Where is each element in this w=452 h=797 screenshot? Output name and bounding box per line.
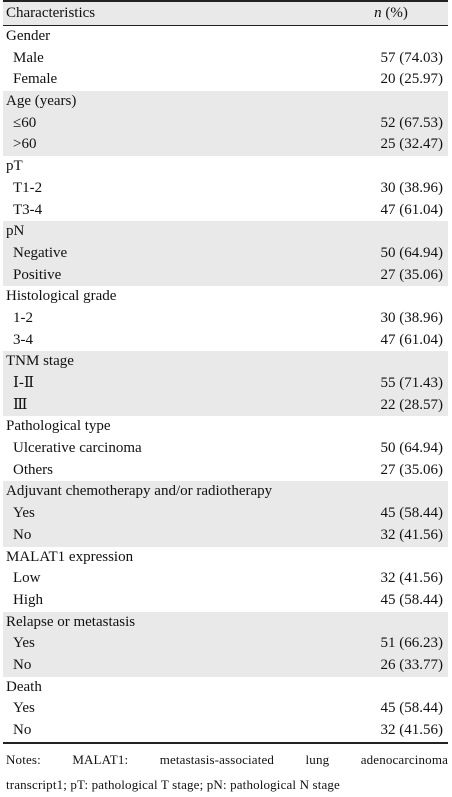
row-value: 47 (61.04) <box>380 331 443 348</box>
row-label: Positive <box>13 266 62 283</box>
row-value: 32 (41.56) <box>380 722 443 738</box>
header-characteristics: Characteristics <box>6 5 96 21</box>
table-row <box>3 265 448 287</box>
table-row <box>3 568 448 590</box>
notes-line-1: Notes: MALAT1: metastasis-associated lung adenocarcinoma <box>6 751 448 767</box>
group-heading-label: Gender <box>6 28 51 44</box>
table-row <box>3 525 448 547</box>
table-row <box>3 48 448 70</box>
group-heading-label: Relapse or metastasis <box>6 613 136 630</box>
table-row <box>3 590 448 612</box>
table-row <box>3 503 448 525</box>
row-value: 27 (35.06) <box>380 266 443 283</box>
row-value: 27 (35.06) <box>380 461 443 478</box>
row-value: 52 (67.53) <box>380 114 443 131</box>
row-label: Female <box>13 71 58 88</box>
row-value: 45 (58.44) <box>380 700 443 717</box>
row-label: Yes <box>13 635 35 652</box>
row-label: >60 <box>13 136 37 153</box>
table-row <box>3 330 448 352</box>
row-label: Low <box>13 570 41 587</box>
group-heading-row <box>3 91 448 113</box>
table-row <box>3 308 448 330</box>
group-heading-row <box>3 677 448 699</box>
row-value: 50 (64.94) <box>380 244 443 261</box>
row-value: 55 (71.43) <box>380 375 443 391</box>
row-value: 51 (66.23) <box>380 635 443 652</box>
row-label: Ⅰ-Ⅱ <box>13 375 35 391</box>
group-heading-label: pT <box>6 158 23 175</box>
header-percent: (%) <box>381 5 408 21</box>
table-row <box>3 200 448 222</box>
group-heading-label: Pathological type <box>6 418 111 435</box>
row-label: T1-2 <box>13 179 43 196</box>
row-value: 50 (64.94) <box>380 440 443 457</box>
table-row <box>3 243 448 265</box>
group-heading-label: TNM stage <box>6 353 74 370</box>
row-label: No <box>13 722 32 738</box>
table-row <box>3 134 448 156</box>
row-label: 1-2 <box>13 309 33 326</box>
row-value: 57 (74.03) <box>380 49 443 66</box>
table-body <box>3 26 448 742</box>
row-value: 30 (38.96) <box>380 309 443 326</box>
row-value: 30 (38.96) <box>380 179 443 196</box>
group-heading-row <box>3 547 448 569</box>
row-label: High <box>13 591 43 608</box>
notes-line-2: transcript1; pT: pathological T stage; pN: pathological N stage <box>6 776 340 792</box>
table-row <box>3 395 448 417</box>
row-value: 47 (61.04) <box>380 201 443 218</box>
table-row <box>3 69 448 91</box>
table-row <box>3 460 448 482</box>
row-label: T3-4 <box>13 201 43 218</box>
row-label: No <box>13 526 32 543</box>
row-value: 45 (58.44) <box>380 505 443 522</box>
table-row <box>3 633 448 655</box>
row-label: No <box>13 656 32 673</box>
row-value: 45 (58.44) <box>380 591 443 608</box>
row-value: 32 (41.56) <box>380 526 443 543</box>
row-label: Male <box>13 49 44 66</box>
group-heading-row <box>3 351 448 373</box>
table-row <box>3 655 448 677</box>
row-label: Ⅲ <box>13 396 28 413</box>
row-label: Yes <box>13 505 35 522</box>
group-heading-label: pN <box>6 223 25 240</box>
header-n-percent <box>346 2 448 25</box>
group-heading-row <box>3 156 448 178</box>
group-heading-label: Death <box>6 678 42 695</box>
table-row <box>3 113 448 135</box>
table-row <box>3 373 448 395</box>
table-header-row <box>3 2 448 25</box>
group-heading-row <box>3 612 448 634</box>
row-label: 3-4 <box>13 331 33 348</box>
group-heading-row <box>3 221 448 243</box>
row-label: Yes <box>13 700 35 717</box>
group-heading-label: Histological grade <box>6 288 117 305</box>
row-value: 25 (32.47) <box>380 136 443 153</box>
row-value: 22 (28.57) <box>380 396 443 413</box>
group-heading-label: Age (years) <box>6 93 77 110</box>
table-row <box>3 438 448 460</box>
group-heading-row <box>3 286 448 308</box>
row-label: Negative <box>13 244 68 261</box>
row-value: 26 (33.77) <box>380 656 443 673</box>
group-heading-row <box>3 481 448 503</box>
table-row <box>3 698 448 720</box>
row-label: Ulcerative carcinoma <box>13 440 142 457</box>
header-n: n <box>374 5 382 21</box>
table-notes <box>3 744 448 797</box>
group-heading-row <box>3 416 448 438</box>
row-label: Others <box>13 461 53 478</box>
group-heading-label: MALAT1 expression <box>6 548 134 565</box>
table-row <box>3 178 448 200</box>
table-row <box>3 720 448 742</box>
characteristics-table <box>3 0 448 797</box>
row-label: ≤60 <box>13 114 37 131</box>
row-value: 32 (41.56) <box>380 570 443 587</box>
row-value: 20 (25.97) <box>380 71 443 88</box>
group-heading-row <box>3 26 448 48</box>
group-heading-label: Adjuvant chemotherapy and/or radiotherapy <box>6 483 273 500</box>
